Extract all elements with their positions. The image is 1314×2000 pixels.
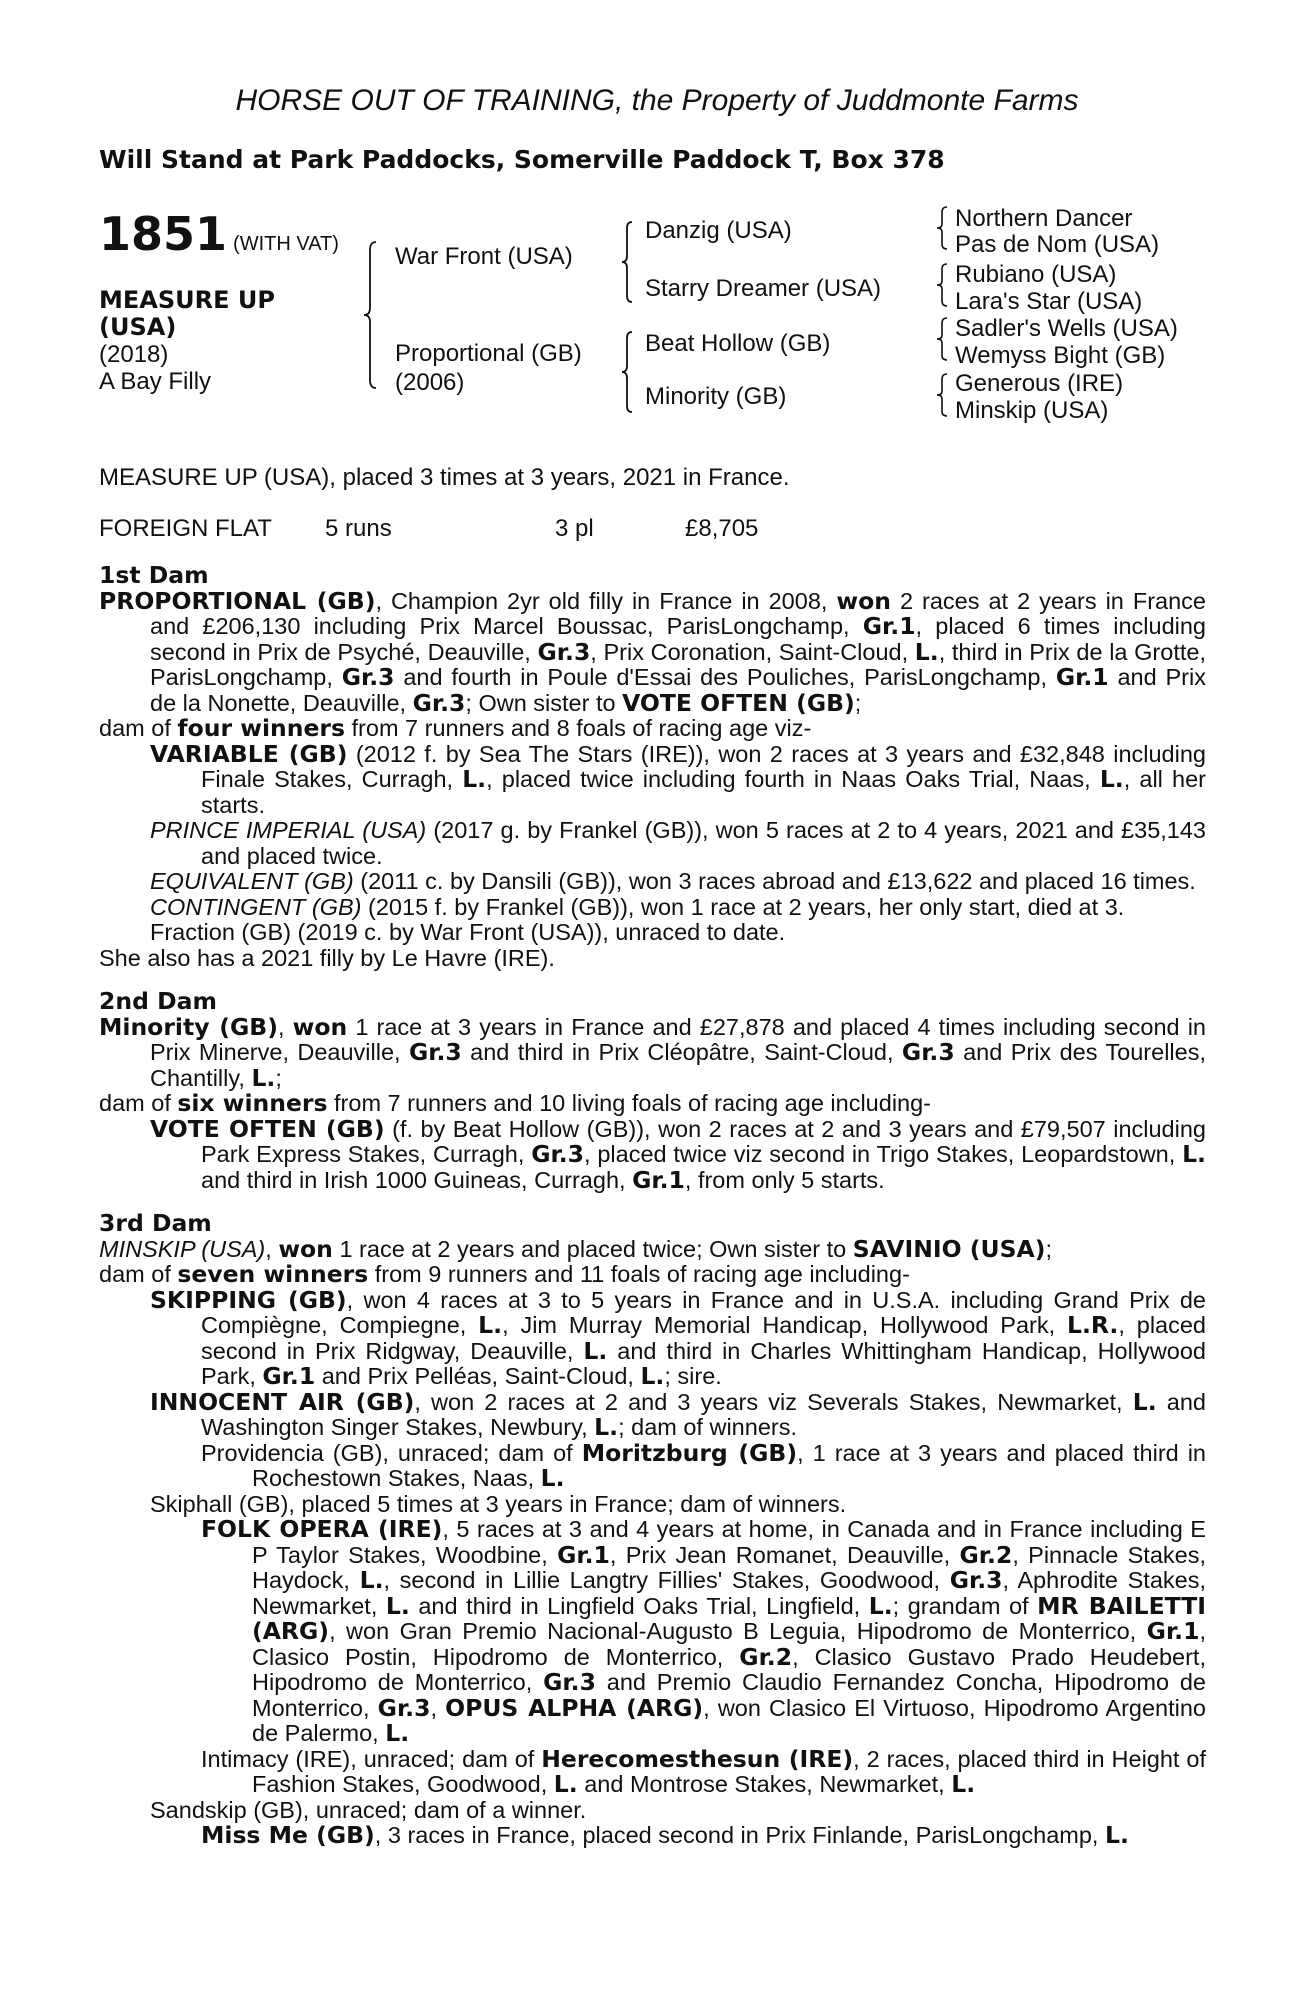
ped-g6: Wemyss Bight (GB)	[955, 342, 1166, 369]
horse-details	[99, 287, 275, 395]
produce-intimacy: Intimacy (IRE), unraced; dam of Herecomesthesun (IRE), 2 races, placed third in Height of Fashion Stakes, Goodwood, L. and Montrose Stakes, Newmarket, L.	[201, 1744, 1206, 1798]
produce-skipping: SKIPPING (GB), won 4 races at 3 to 5 years in France and in U.S.A. including Grand Prix de Compiègne, Compiegne, L., Jim Murray Memorial Handicap, Hollywood Park, L.R., placed second in Prix Ridgway, Deauville, L. and third in Charles Whittingham Handicap, Hollywood Park, Gr.1 and Prix Pelléas, Saint-Cloud, L.; sire.	[150, 1285, 1206, 1390]
produce-vote-often: VOTE OFTEN (GB) (f. by Beat Hollow (GB)), won 2 races at 2 and 3 years and £79,507 including Park Express Stakes, Curragh, Gr.3, placed twice viz second in Trigo Stakes, Leopardstown, L. and third in Irish 1000 Guineas, Curragh, Gr.1, from only 5 starts.	[150, 1114, 1206, 1194]
ped-dam-year: (2006)	[395, 369, 465, 396]
g-brace-4	[935, 372, 949, 418]
ped-dam-dam: Minority (GB)	[645, 383, 787, 410]
ped-g1: Northern Dancer	[955, 205, 1133, 232]
ped-g8: Minskip (USA)	[955, 397, 1109, 424]
second-dam-produce-line: dam of six winners from 7 runners and 10 living foals of racing age including-	[99, 1089, 932, 1117]
horse-year: (2018)	[99, 341, 169, 368]
dam-line-brace	[620, 330, 634, 414]
ped-g3: Rubiano (USA)	[955, 261, 1117, 288]
ped-g5: Sadler's Wells (USA)	[955, 315, 1178, 342]
page-title: HORSE OUT OF TRAINING, the Property of Juddmonte Farms	[235, 84, 1079, 117]
ped-sire-dam: Starry Dreamer (USA)	[645, 275, 882, 302]
third-dam-produce-line: dam of seven winners from 9 runners and 11 foals of racing age including-	[99, 1260, 910, 1288]
lot-block	[99, 207, 339, 261]
lot-vat: (WITH VAT)	[233, 233, 339, 255]
foreign-flat-label: FOREIGN FLAT	[99, 515, 272, 542]
ped-g7: Generous (IRE)	[955, 370, 1124, 397]
produce-innocent-air: INNOCENT AIR (GB), won 2 races at 2 and 3 years viz Severals Stakes, Newmarket, L. and Washington Singer Stakes, Newbury, L.; dam of winners.	[150, 1387, 1206, 1441]
produce-skiphall: Skiphall (GB), placed 5 times at 3 years in France; dam of winners.	[150, 1490, 847, 1517]
lot-number: 1851	[99, 207, 228, 261]
ped-sire-sire: Danzig (USA)	[645, 217, 792, 244]
foreign-flat-placed: 3 pl	[555, 515, 594, 542]
sire-dam-brace	[362, 240, 378, 390]
second-dam-paragraph: Minority (GB), won 1 race at 3 years in France and £27,878 and placed 4 times including second in Prix Minerve, Deauville, Gr.3 and third in Prix Cléopâtre, Saint-Cloud, Gr.3 and Prix des Tourelles, Chantilly, L.;	[99, 1012, 1206, 1092]
ped-dam: Proportional (GB)	[395, 340, 582, 367]
g-brace-3	[935, 316, 949, 362]
ped-g2: Pas de Nom (USA)	[955, 231, 1160, 258]
first-dam-produce-line: dam of four winners from 7 runners and 8 foals of racing age viz-	[99, 714, 812, 742]
sire-line-brace	[620, 220, 634, 304]
ped-dam-sire: Beat Hollow (GB)	[645, 330, 831, 357]
race-summary: MEASURE UP (USA), placed 3 times at 3 years, 2021 in France.	[99, 464, 790, 491]
produce-providencia: Providencia (GB), unraced; dam of Moritzburg (GB), 1 race at 3 years and placed third in Rochestown Stakes, Naas, L.	[201, 1438, 1207, 1492]
stand-location: Will Stand at Park Paddocks, Somerville Paddock T, Box 378	[99, 145, 945, 174]
produce-miss-me: Miss Me (GB), 3 races in France, placed second in Prix Finlande, ParisLongchamp, L.	[201, 1821, 1129, 1849]
third-dam-paragraph: MINSKIP (USA), won 1 race at 2 years and placed twice; Own sister to SAVINIO (USA);	[99, 1234, 1053, 1263]
produce-record	[99, 563, 1206, 1849]
foreign-flat-earnings: £8,705	[685, 515, 759, 542]
produce-folk-opera: FOLK OPERA (IRE), 5 races at 3 and 4 years at home, in Canada and in France including E P Taylor Stakes, Woodbine, Gr.1, Prix Jean Romanet, Deauville, Gr.2, Pinnacle Stakes, Haydock, L., second in Lillie Langtry Fillies' Stakes, Goodwood, Gr.3, Aphrodite Stakes, Newmarket, L. and third in Lingfield Oaks Trial, Lingfield, L.; grandam of MR BAILETTI (ARG), won Gran Premio Nacional-Augusto B Leguia, Hipodromo de Monterrico, Gr.1, Clasico Postin, Hipodromo de Monterrico, Gr.2, Clasico Gustavo Prado Heudebert, Hipodromo de Monterrico, Gr.3 and Premio Claudio Fernandez Concha, Hipodromo de Monterrico, Gr.3, OPUS ALPHA (ARG), won Clasico El Virtuoso, Hipodromo Argentino de Palermo, L.	[201, 1515, 1207, 1747]
second-dam-heading: 2nd Dam	[99, 987, 217, 1015]
ped-g4: Lara's Star (USA)	[955, 288, 1143, 315]
first-dam-also: She also has a 2021 filly by Le Havre (IRE).	[99, 944, 555, 971]
first-dam-paragraph: PROPORTIONAL (GB), Champion 2yr old filly in France in 2008, won 2 races at 2 years in France and £206,130 including Prix Marcel Boussac, ParisLongchamp, Gr.1, placed 6 times including second in Prix de Psyché, Deauville, Gr.3, Prix Coronation, Saint-Cloud, L., third in Prix de la Grotte, ParisLongchamp, Gr.3 and fourth in Poule d'Essai des Pouliches, ParisLongchamp, Gr.1 and Prix de la Nonette, Deauville, Gr.3; Own sister to VOTE OFTEN (GB);	[99, 586, 1206, 717]
produce-contingent: CONTINGENT (GB) (2015 f. by Frankel (GB)), won 1 race at 2 years, her only start, died at 3.	[150, 893, 1125, 920]
produce-variable: VARIABLE (GB) (2012 f. by Sea The Stars (IRE)), won 2 races at 3 years and £32,848 including Finale Stakes, Curragh, L., placed twice including fourth in Naas Oaks Trial, Naas, L., all her starts.	[150, 739, 1206, 818]
produce-prince-imperial: PRINCE IMPERIAL (USA) (2017 g. by Frankel (GB)), won 5 races at 2 to 4 years, 2021 and £35,143 and placed twice.	[150, 817, 1207, 869]
horse-origin: (USA)	[99, 313, 177, 341]
produce-fraction: Fraction (GB) (2019 c. by War Front (USA)), unraced to date.	[150, 919, 786, 945]
foreign-flat-runs: 5 runs	[325, 515, 392, 542]
g-brace-2	[935, 262, 949, 308]
produce-sandskip: Sandskip (GB), unraced; dam of a winner.	[150, 1796, 587, 1823]
horse-name: MEASURE UP	[99, 286, 275, 314]
first-dam-name: PROPORTIONAL (GB)	[99, 586, 376, 615]
g-brace-1	[935, 205, 949, 251]
produce-equivalent: EQUIVALENT (GB) (2011 c. by Dansili (GB)), won 3 races abroad and £13,622 and placed 16 times.	[150, 868, 1196, 894]
first-dam-heading: 1st Dam	[99, 561, 209, 589]
third-dam-heading: 3rd Dam	[99, 1209, 212, 1237]
ped-sire: War Front (USA)	[395, 243, 573, 270]
horse-description: A Bay Filly	[99, 368, 212, 395]
